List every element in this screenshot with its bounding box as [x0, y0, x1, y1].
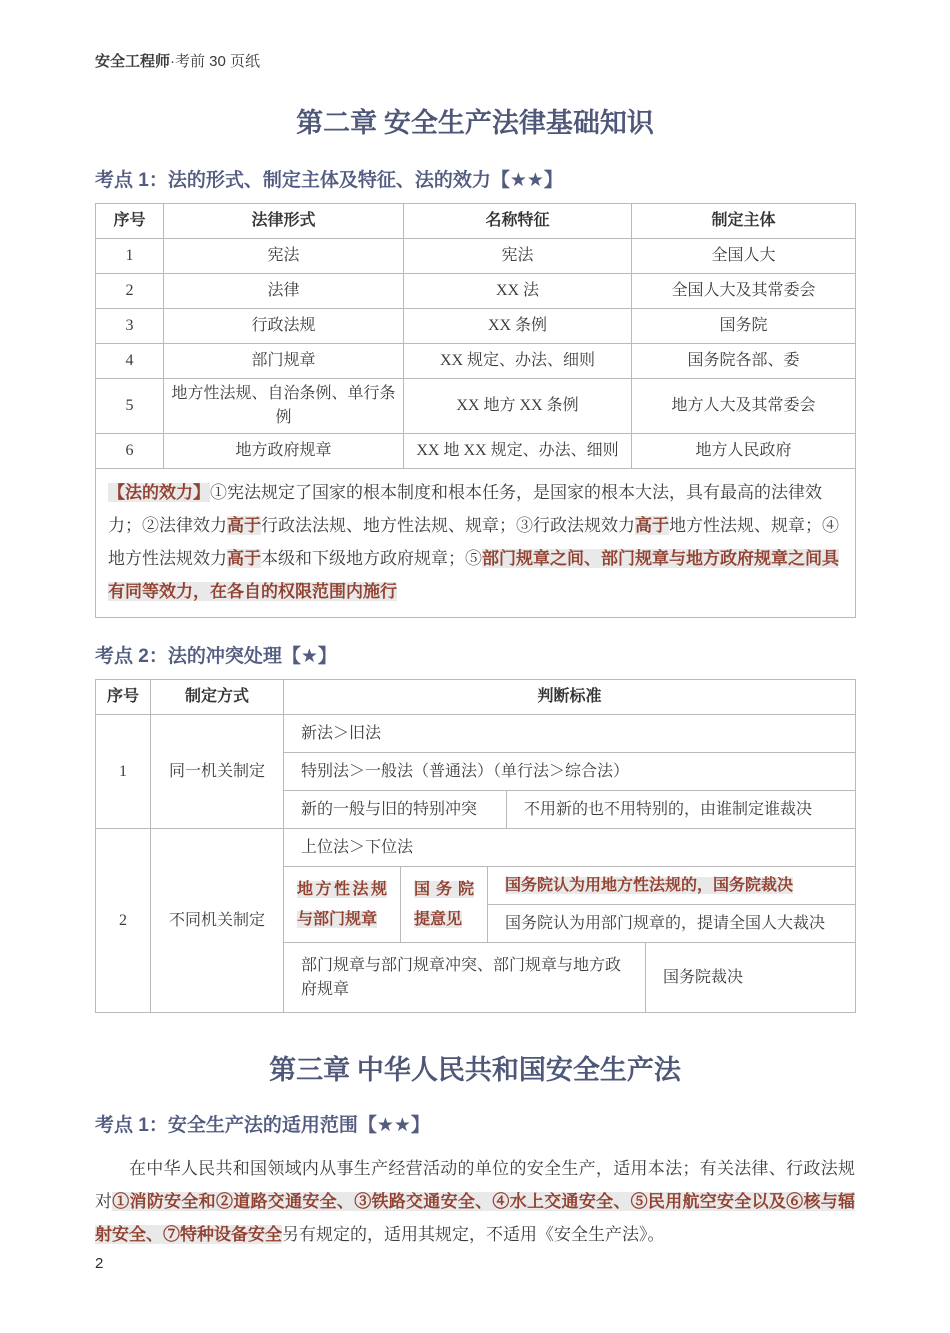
cell: 同一机关制定 — [151, 715, 284, 829]
table1-row-3 — [96, 309, 856, 344]
cell: 1 — [96, 239, 164, 274]
cell: 新法＞旧法 — [284, 715, 856, 753]
text-segment: ①宪法规定了国家的根本制度和根本任务，是国家的根本大法，具有最高的法律效力；②法律效力 — [108, 483, 822, 535]
table1-col-maker: 制定主体 — [632, 204, 856, 239]
highlighted-text: 国务院提意见 — [414, 880, 474, 928]
table1-row-2 — [96, 274, 856, 309]
law-effect-note — [96, 469, 856, 618]
chapter2-title: 第二章 安全生产法律基础知识 — [296, 108, 654, 138]
cell: 上位法＞下位法 — [284, 829, 856, 867]
highlighted-text: 【法的效力】 — [108, 483, 210, 502]
table1-header-row — [96, 204, 856, 239]
cell: 2 — [96, 274, 164, 309]
page-number: 2 — [95, 1255, 104, 1272]
header-subtitle: 考前 30 页纸 — [175, 53, 261, 70]
cell: XX 地方 XX 条例 — [404, 379, 632, 434]
header-brand: 安全工程师 — [95, 53, 171, 70]
cell: 行政法规 — [164, 309, 404, 344]
chapter2-kaodian2-heading: 考点 2：法的冲突处理【★】 — [95, 646, 337, 667]
text-segment: 在中华人民共和国领域内从事生产经营活动的单位的安全生产，适用本法；有关法律、行政法规对 — [95, 1159, 855, 1211]
table2-col-no: 序号 — [96, 680, 151, 715]
chapter2-kaodian1-heading: 考点 1：法的形式、制定主体及特征、法的效力【★★】 — [95, 170, 563, 191]
cell: 地方政府规章 — [164, 434, 404, 469]
text-segment: 地方性法规、规章；④地方性法规效力 — [108, 516, 839, 568]
cell: 特别法＞一般法（普通法）（单行法＞综合法） — [284, 753, 856, 791]
text-segment: 本级和下级地方政府规章；⑤ — [261, 549, 482, 568]
cell: 全国人大 — [632, 239, 856, 274]
text-segment: 另有规定的，适用其规定，不适用《安全生产法》。 — [282, 1225, 665, 1244]
cell: 部门规章 — [164, 344, 404, 379]
conflict-case1-cell — [488, 867, 856, 905]
highlighted-text: 高于 — [227, 549, 261, 568]
cell: 国务院 — [632, 309, 856, 344]
cell: 法律 — [164, 274, 404, 309]
table1-row-1 — [96, 239, 856, 274]
table2-header-row — [96, 680, 856, 715]
cell: 地方性法规、自治条例、单行条例 — [164, 379, 404, 434]
conflict-scope-cell — [284, 867, 401, 943]
chapter3-kaodian1-heading: 考点 1：安全生产法的适用范围【★★】 — [95, 1115, 430, 1136]
cell: 4 — [96, 344, 164, 379]
cell: 地方人大及其常委会 — [632, 379, 856, 434]
highlighted-text: 高于 — [227, 516, 261, 535]
highlighted-text: 部门规章之间、部门规章与地方政府规章之间具有同等效力，在各自的权限范围内施行 — [108, 549, 839, 601]
header-separator: · — [170, 53, 176, 70]
scope-paragraph — [95, 1152, 855, 1251]
cell: 2 — [96, 829, 151, 1013]
cell: 部门规章与部门规章冲突、部门规章与地方政府规章 — [284, 943, 646, 1013]
conflict-case2-cell: 国务院认为用部门规章的，提请全国人大裁决 — [488, 905, 856, 943]
cell: 不用新的也不用特别的，由谁制定谁裁决 — [507, 791, 856, 829]
table2-col-criteria: 判断标准 — [284, 680, 856, 715]
document-header — [95, 52, 855, 72]
cell: 1 — [96, 715, 151, 829]
cell: 全国人大及其常委会 — [632, 274, 856, 309]
highlighted-text: 高于 — [635, 516, 669, 535]
highlighted-text: ①消防安全和②道路交通安全、③铁路交通安全、④水上交通安全、⑤民用航空安全以及⑥核与辐射安全、⑦特种设备安全 — [95, 1192, 856, 1244]
table2-group2-row1 — [96, 829, 856, 867]
table1-row-6 — [96, 434, 856, 469]
law-forms-table — [95, 203, 856, 618]
text-segment: 行政法法规、地方性法规、规章；③行政法规效力 — [261, 516, 635, 535]
cell: 宪法 — [404, 239, 632, 274]
table2-group1-row1 — [96, 715, 856, 753]
table2-col-mode: 制定方式 — [151, 680, 284, 715]
table1-col-no: 序号 — [96, 204, 164, 239]
cell: 国务院裁决 — [646, 943, 856, 1013]
chapter3-title: 第三章 中华人民共和国安全生产法 — [269, 1055, 681, 1085]
cell: XX 地 XX 规定、办法、细则 — [404, 434, 632, 469]
cell: 地方人民政府 — [632, 434, 856, 469]
cell: XX 条例 — [404, 309, 632, 344]
conflict-actor-cell — [401, 867, 488, 943]
cell: XX 规定、办法、细则 — [404, 344, 632, 379]
table1-row-5 — [96, 379, 856, 434]
cell: 新的一般与旧的特别冲突 — [284, 791, 507, 829]
cell: 5 — [96, 379, 164, 434]
cell: 不同机关制定 — [151, 829, 284, 1013]
cell: 国务院各部、委 — [632, 344, 856, 379]
table1-col-form: 法律形式 — [164, 204, 404, 239]
cell: 宪法 — [164, 239, 404, 274]
law-conflict-table — [95, 679, 856, 1013]
table1-row-4 — [96, 344, 856, 379]
table1-note-row — [96, 469, 856, 618]
highlighted-text: 国务院认为用地方性法规的，国务院裁决 — [505, 876, 794, 894]
cell: 6 — [96, 434, 164, 469]
highlighted-text: 地方性法规与部门规章 — [297, 880, 387, 928]
table1-col-naming: 名称特征 — [404, 204, 632, 239]
cell: XX 法 — [404, 274, 632, 309]
cell: 3 — [96, 309, 164, 344]
